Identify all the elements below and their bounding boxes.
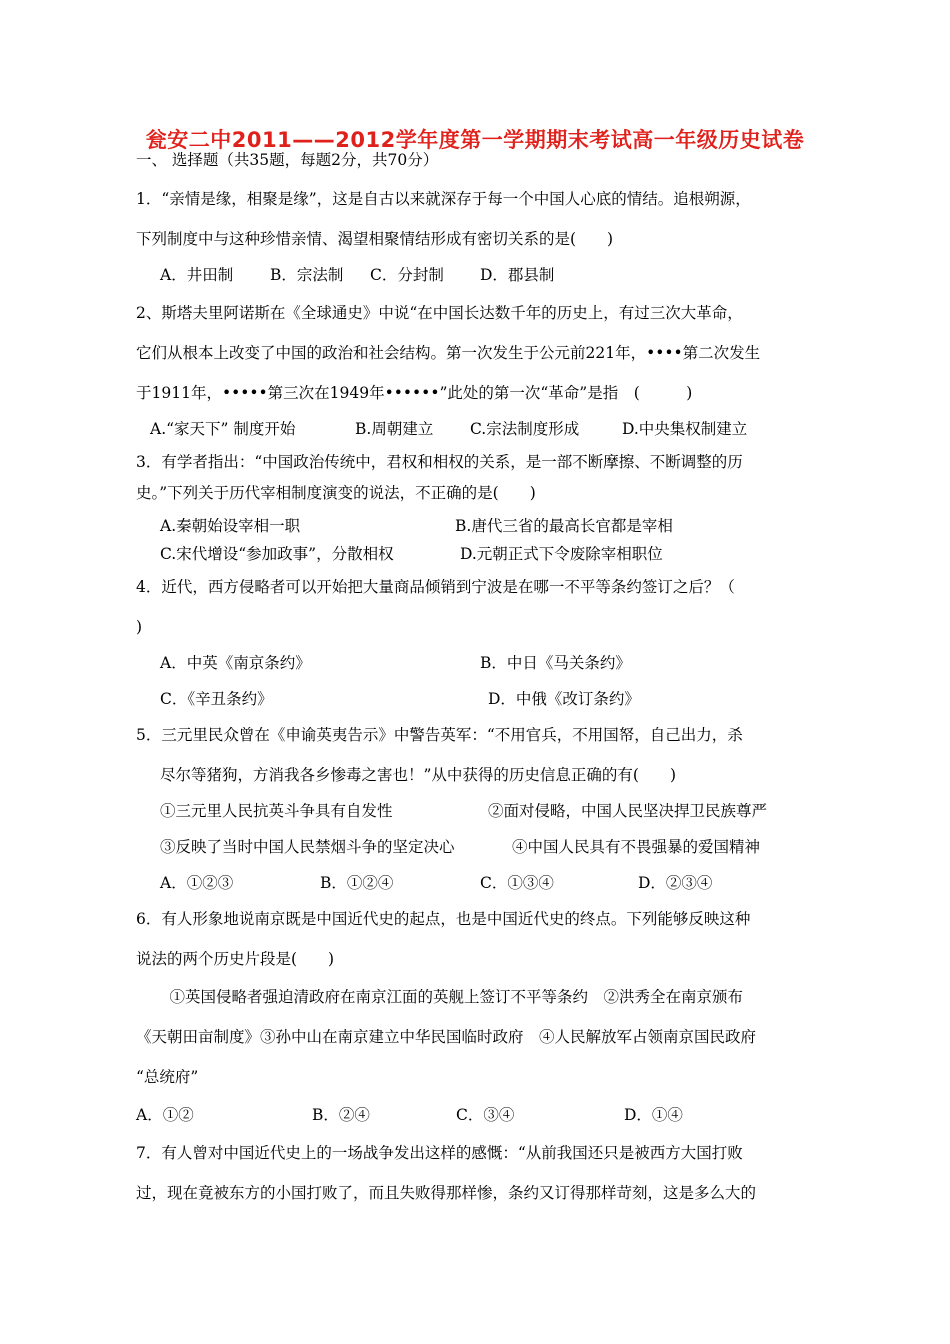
question-4-option-d: D．中俄《改订条约》	[488, 690, 640, 708]
question-7-line-1: 7．有人曾对中国近代史上的一场战争发出这样的感慨：“从前我国还只是被西方大国打败	[136, 1144, 743, 1162]
question-3-line-2: 史。”下列关于历代宰相制度演变的说法，不正确的是( )	[136, 484, 536, 502]
question-6-option-a: A．①②	[136, 1106, 194, 1124]
question-2-line-1: 2、斯塔夫里阿诺斯在《全球通史》中说“在中国长达数千年的历史上，有过三次大革命，	[136, 304, 743, 322]
question-6-line-1: 6．有人形象地说南京既是中国近代史的起点，也是中国近代史的终点。下列能够反映这种	[136, 910, 751, 928]
question-2-option-b: B.周朝建立	[355, 420, 434, 438]
question-5-option-a: A．①②③	[160, 874, 234, 892]
question-2-line-3: 于1911年，•••••第三次在1949年••••••”此处的第一次“革命”是指 ( )	[136, 384, 693, 402]
question-5-option-c: C．①③④	[480, 874, 554, 892]
question-1-option-c: C．分封制	[370, 266, 444, 284]
question-5-line-1: 5．三元里民众曾在《申谕英夷告示》中警告英军：“不用官兵，不用国帑，自己出力，杀	[136, 726, 743, 744]
question-3-option-d: D.元朝正式下令废除宰相职位	[460, 545, 663, 563]
question-3-option-c: C.宋代增设“参加政事”，分散相权	[160, 545, 394, 563]
question-6-option-d: D．①④	[624, 1106, 683, 1124]
exam-title: 瓮安二中2011——2012学年度第一学期期末考试高一年级历史试卷	[145, 128, 805, 152]
question-1-line-1: 1．“亲情是缘，相聚是缘”，这是自古以来就深存于每一个中国人心底的情结。追根朔源，	[136, 190, 751, 208]
question-4-option-a: A．中英《南京条约》	[160, 654, 311, 672]
question-6-option-c: C．③④	[456, 1106, 515, 1124]
question-3-option-b: B.唐代三省的最高长官都是宰相	[455, 517, 673, 535]
section-heading: 一、 选择题（共35题，每题2分，共70分）	[136, 151, 439, 169]
question-2-option-c: C.宗法制度形成	[470, 420, 580, 438]
question-4-option-b: B．中日《马关条约》	[480, 654, 631, 672]
question-5-line-2: 尽尔等猪狗，方消我各乡惨毒之害也！”从中获得的历史信息正确的有( )	[160, 766, 677, 784]
question-6-line-3: ①英国侵略者强迫清政府在南京江面的英舰上签订不平等条约 ②洪秀全在南京颁布	[154, 988, 744, 1006]
question-5-option-b: B．①②④	[320, 874, 394, 892]
question-2-line-2: 它们从根本上改变了中国的政治和社会结构。第一次发生于公元前221年，••••第二次发生	[136, 344, 761, 362]
question-6-line-2: 说法的两个历史片段是( )	[136, 950, 335, 968]
question-1-line-2: 下列制度中与这种珍惜亲情、渴望相聚情结形成有密切关系的是( )	[136, 230, 614, 248]
question-6-option-b: B．②④	[312, 1106, 370, 1124]
question-4-line-2: )	[136, 618, 143, 636]
question-3-line-1: 3．有学者指出：“中国政治传统中，君权和相权的关系，是一部不断摩擦、不断调整的历	[136, 453, 743, 471]
question-4-option-c: C．《辛丑条约》	[160, 690, 273, 708]
question-4-line-1: 4．近代，西方侵略者可以开始把大量商品倾销到宁波是在哪一不平等条约签订之后？（	[136, 578, 735, 596]
question-1-option-d: D．郡县制	[480, 266, 555, 284]
question-5-statement-2: ②面对侵略，中国人民坚决捍卫民族尊严	[488, 802, 768, 820]
question-5-statement-1: ①三元里人民抗英斗争具有自发性	[160, 802, 393, 820]
question-1-option-a: A．井田制	[160, 266, 234, 284]
question-5-statement-3: ③反映了当时中国人民禁烟斗争的坚定决心	[160, 838, 455, 856]
question-6-line-4: 《天朝田亩制度》③孙中山在南京建立中华民国临时政府 ④人民解放军占领南京国民政府	[136, 1028, 757, 1046]
question-2-option-a: A.“家天下” 制度开始	[150, 420, 296, 438]
question-2-option-d: D.中央集权制建立	[622, 420, 748, 438]
question-3-option-a: A.秦朝始设宰相一职	[160, 517, 301, 535]
question-7-line-2: 过，现在竟被东方的小国打败了，而且失败得那样惨，条约又订得那样苛刻，这是多么大的	[136, 1184, 757, 1202]
question-1-option-b: B．宗法制	[270, 266, 344, 284]
question-5-statement-4: ④中国人民具有不畏强暴的爱国精神	[512, 838, 761, 856]
question-5-option-d: D．②③④	[638, 874, 713, 892]
question-6-line-5: “总统府”	[136, 1068, 199, 1086]
